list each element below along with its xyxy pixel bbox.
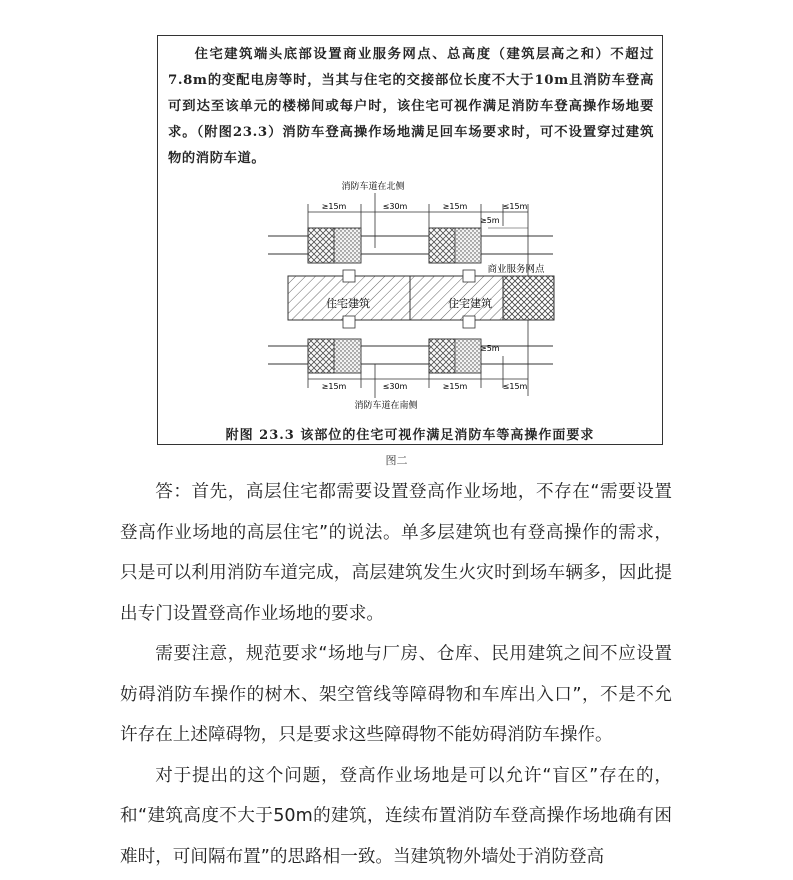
- figure-caption: 附图 23.3 该部位的住宅可视作满足消防车等高操作面要求: [225, 428, 595, 443]
- stair-core: [343, 316, 355, 328]
- dim-label-le30-north: ≤30m: [382, 202, 408, 211]
- south-pad-left-access: [308, 339, 334, 373]
- commercial-label: 商业服务网点: [487, 264, 545, 275]
- stair-core: [463, 270, 475, 282]
- north-road-label: 消防车道在北侧: [341, 182, 405, 192]
- north-pad-left-access: [308, 228, 334, 263]
- dim-label-ge5-north: ≥5m: [480, 216, 500, 225]
- dim-label-ge15-south-left: ≥15m: [321, 382, 347, 391]
- dim-label-le15-north: ≤15m: [502, 202, 528, 211]
- dim-label-le30-south: ≤30m: [382, 382, 408, 391]
- stair-core: [343, 270, 355, 282]
- figure-box: [157, 35, 663, 445]
- site-plan-diagram: [158, 176, 664, 416]
- figure-paragraph: [168, 42, 654, 172]
- residential-label-left: 住宅建筑: [326, 297, 370, 310]
- residential-label-right: 住宅建筑: [448, 297, 492, 310]
- dim-label-ge15-north-left: ≥15m: [321, 202, 347, 211]
- answer-text: [120, 472, 672, 877]
- north-pad-right-access: [429, 228, 455, 263]
- figure-paragraph-text: 住宅建筑端头底部设置商业服务网点、总高度（建筑层高之和）不超过7.8m的变配电房等时，当其与住宅的交接部位长度不大于10m且消防车登高可到达至该单元的楼梯间或每户时，该住宅可视作满足消防车登高操作场地要求。（附图23.3）消防车登高操作场地满足回车场要求时，可不设置穿过建筑物的消防车道。: [168, 47, 654, 166]
- dim-label-ge15-south-right: ≥15m: [442, 382, 468, 391]
- answer-paragraph-3: 对于提出的这个问题，登高作业场地是可以允许“盲区”存在的，和“建筑高度不大于50m的建筑，连续布置消防车登高操作场地确有困难时，可间隔布置”的思路相一致。当建筑物外墙处于消防登高: [120, 765, 672, 867]
- stair-core: [463, 316, 475, 328]
- dim-label-le15-south: ≤15m: [502, 382, 528, 391]
- figure-number-label: 图二: [385, 454, 408, 467]
- south-pad-right-access: [429, 339, 455, 373]
- commercial-unit: [503, 276, 554, 320]
- dim-label-ge15-north-right: ≥15m: [442, 202, 468, 211]
- answer-paragraph-2: 需要注意，规范要求“场地与厂房、仓库、民用建筑之间不应设置妨碍消防车操作的树木、架空管线等障碍物和车库出入口”，不是不允许存在上述障碍物，只是要求这些障碍物不能妨碍消防车操作。: [120, 644, 672, 745]
- answer-paragraph-1: 答：首先，高层住宅都需要设置登高作业场地，不存在“需要设置登高作业场地的高层住宅”的说法。单多层建筑也有登高操作的需求，只是可以利用消防车道完成，高层建筑发生火灾时到场车辆多，因此提出专门设置登高作业场地的要求。: [120, 482, 672, 624]
- dim-label-ge5-south: ≥5m: [480, 344, 500, 353]
- south-road-label: 消防车道在南侧: [354, 401, 418, 411]
